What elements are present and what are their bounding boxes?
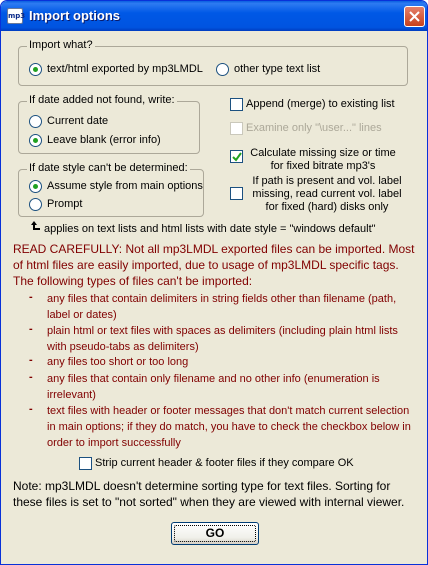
- radio-mp3lmdl-export-label[interactable]: text/html exported by mp3LMDL: [47, 63, 203, 75]
- close-button[interactable]: [404, 6, 425, 27]
- read-vol-label-line3: for fixed (hard) disks only: [265, 201, 389, 213]
- warning-item-3: any files too short or too long: [47, 356, 189, 368]
- import-what-legend: Import what?: [29, 39, 93, 51]
- bullet-marker: -: [29, 291, 33, 303]
- date-not-found-legend: If date added not found, write:: [29, 94, 175, 106]
- close-icon: [409, 11, 420, 22]
- radio-leave-blank-label[interactable]: Leave blank (error info): [47, 134, 161, 146]
- examine-user-checkbox[interactable]: [230, 122, 243, 135]
- calculate-missing-line2: for fixed bitrate mp3's: [270, 160, 376, 172]
- bullet-marker: -: [29, 371, 33, 383]
- sorting-note: Note: mp3LMDL doesn't determine sorting type for text files. Sorting for these files is set to "not sorted" when they are viewed with internal viewer.: [13, 479, 405, 509]
- calculate-missing-label[interactable]: [243, 147, 403, 173]
- warning-intro: READ CAREFULLY: Not all mp3LMDL exported files can be imported. Most of html files are easily imported, due to usage of mp3LMDL specific tags. The following types of files can't be imported:: [13, 242, 415, 288]
- append-checkbox-label[interactable]: Append (merge) to existing list: [246, 98, 395, 110]
- strip-header-footer-label[interactable]: Strip current header & footer files if they compare OK: [95, 457, 354, 469]
- radio-assume-style-label[interactable]: Assume style from main options: [47, 180, 203, 192]
- date-not-found-group: [18, 94, 200, 154]
- warning-item-2: plain html or text files with spaces as delimiters (including plain html lists with pseudo-tabs as delimiters): [47, 325, 398, 353]
- bullet-marker: -: [29, 354, 33, 366]
- calculate-missing-checkbox[interactable]: [230, 150, 243, 163]
- go-button[interactable]: GO: [171, 522, 259, 545]
- read-vol-label-line1: If path is present and vol. label: [252, 175, 402, 187]
- window-title: Import options: [29, 8, 120, 23]
- radio-mp3lmdl-export[interactable]: [29, 63, 42, 76]
- title-bar[interactable]: [1, 1, 428, 31]
- examine-user-checkbox-label[interactable]: Examine only "\user..." lines: [246, 122, 382, 134]
- read-vol-label-line2: missing, read current vol. label: [252, 188, 402, 200]
- warning-item-1: any files that contain delimiters in string fields other than filename (path, label or dates): [47, 293, 397, 321]
- warning-item-4: any files that contain only filename and no other info (enumeration is irrelevant): [47, 373, 380, 401]
- date-style-group: [18, 162, 204, 217]
- applies-note: applies on text lists and html lists with date style = "windows default": [44, 223, 376, 235]
- strip-header-footer-checkbox[interactable]: [79, 457, 92, 470]
- bullet-marker: -: [29, 403, 33, 415]
- radio-prompt[interactable]: [29, 198, 42, 211]
- checkmark-icon: [232, 152, 242, 162]
- radio-other-text-list-label[interactable]: other type text list: [234, 63, 321, 75]
- warning-item-5: text files with header or footer messages that don't match current selection in main options; if they do match, you have to check the checkbox below in order to import successfully: [47, 405, 411, 449]
- import-what-group: [18, 39, 408, 86]
- radio-leave-blank[interactable]: [29, 134, 42, 147]
- calculate-missing-line1: Calculate missing size or time: [250, 147, 396, 159]
- mp3-app-icon: mp3: [7, 8, 23, 24]
- arrow-up-left-icon: [31, 220, 41, 232]
- date-style-legend: If date style can't be determined:: [29, 162, 188, 174]
- radio-assume-style[interactable]: [29, 180, 42, 193]
- radio-current-date[interactable]: [29, 115, 42, 128]
- bullet-marker: -: [29, 323, 33, 335]
- radio-prompt-label[interactable]: Prompt: [47, 198, 83, 210]
- append-checkbox[interactable]: [230, 98, 243, 111]
- read-vol-label-label[interactable]: [242, 175, 412, 214]
- radio-current-date-label[interactable]: Current date: [47, 115, 109, 127]
- radio-other-text-list[interactable]: [216, 63, 229, 76]
